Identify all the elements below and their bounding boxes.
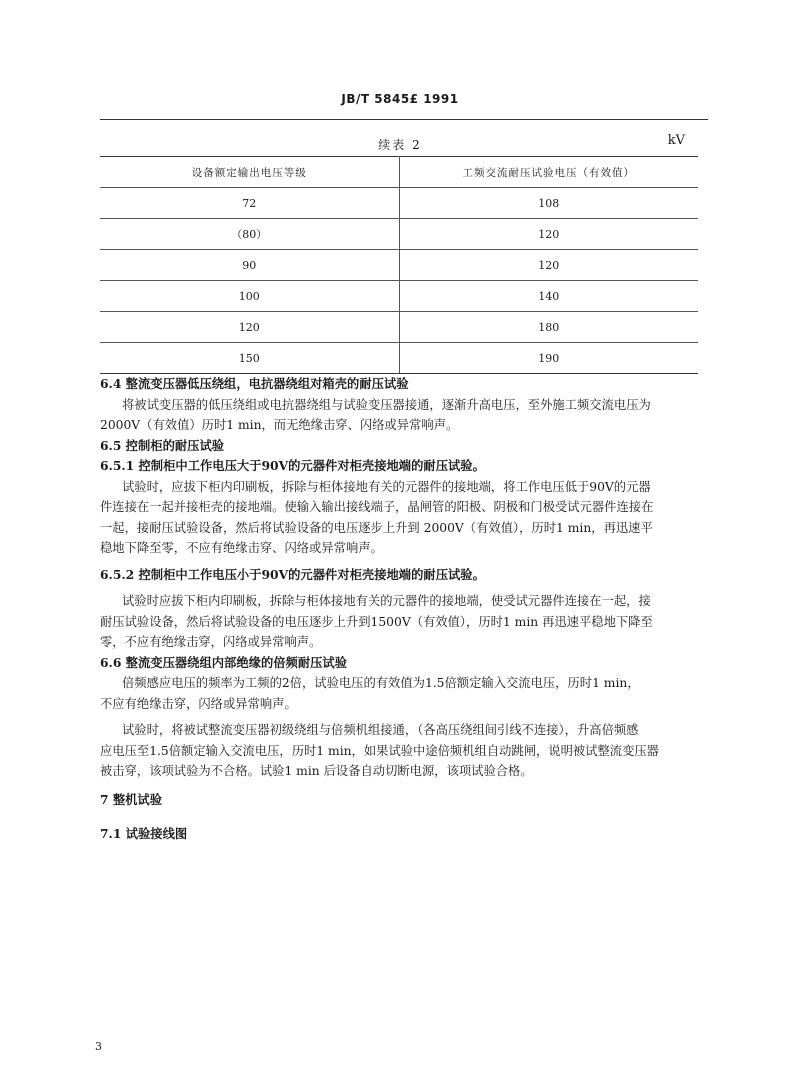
table-row bbox=[100, 188, 698, 219]
table-row bbox=[100, 281, 698, 312]
section-heading-6-6: 6.6 整流变压器绕组内部绝缘的倍频耐压试验 bbox=[100, 654, 348, 670]
table-cell: 120 bbox=[399, 219, 698, 250]
table-cell: 120 bbox=[100, 312, 399, 343]
table-cell: 120 bbox=[399, 250, 698, 281]
table-cell: （80） bbox=[100, 219, 399, 250]
table-cell: 140 bbox=[399, 281, 698, 312]
paragraph-line: 稳地下降至零，不应有绝缘击穿、闪络或异常响声。 bbox=[100, 541, 383, 555]
table-cell: 150 bbox=[100, 343, 399, 374]
paragraph-line: 零，不应有绝缘击穿，闪络或异常响声。 bbox=[100, 635, 322, 649]
paragraph-line: 倍频感应电压的频率为工频的2倍，试验电压的有效值为1.5倍额定输入交流电压，历时1 min， bbox=[122, 676, 640, 690]
section-heading-6-5-2: 6.5.2 控制柜中工作电压小于90V的元器件对柜壳接地端的耐压试验。 bbox=[100, 566, 485, 582]
table-row bbox=[100, 312, 698, 343]
paragraph-line: 2000V（有效值）历时1 min，而无绝缘击穿、闪络或异常响声。 bbox=[100, 418, 459, 432]
paragraph-line: 试验时，将被试整流变压器初级绕组与倍频机组接通，（各高压绕组间引线不连接），升高倍频感 bbox=[122, 723, 639, 737]
paragraph-line: 件连接在一起并接柜壳的接地端。使输入输出接线端子，晶闸管的阳极、阴极和门极受试元器件连接在 bbox=[100, 500, 654, 514]
column-header-test-voltage: 工频交流耐压试验电压（有效值） bbox=[399, 157, 698, 188]
table-caption: 续表 2 bbox=[378, 138, 422, 152]
table-cell: 100 bbox=[100, 281, 399, 312]
paragraph-line: 试验时，应拔下柜内印刷板，拆除与柜体接地有关的元器件的接地端，将工作电压低于90V的元器 bbox=[122, 479, 651, 494]
table-cell: 72 bbox=[100, 188, 399, 219]
table-cell: 180 bbox=[399, 312, 698, 343]
table-cell: 90 bbox=[100, 250, 399, 281]
table-header-row bbox=[100, 157, 698, 188]
table-row bbox=[100, 250, 698, 281]
section-heading-7-1: 7.1 试验接线图 bbox=[100, 826, 188, 841]
table-cell: 108 bbox=[399, 188, 698, 219]
paragraph-line: 耐压试验设备，然后将试验设备的电压逐步上升到1500V（有效值），历时1 min 再迅速平稳地下降至 bbox=[100, 614, 653, 629]
paragraph-line: 将被试变压器的低压绕组或电抗器绕组与试验变压器接通，逐渐升高电压，至外施工频交流电压为 bbox=[122, 397, 651, 412]
table-cell: 190 bbox=[399, 343, 698, 374]
table-row bbox=[100, 343, 698, 374]
paragraph-line: 不应有绝缘击穿，闪络或异常响声。 bbox=[100, 696, 297, 711]
paragraph-line: 试验时应拔下柜内印刷板，拆除与柜体接地有关的元器件的接地端，使受试元器件连接在一起，接 bbox=[122, 594, 651, 608]
header-rule bbox=[100, 119, 708, 120]
paragraph-line: 应电压至1.5倍额定输入交流电压，历时1 min，如果试验中途倍频机组自动跳闸，说明被试整流变压器 bbox=[100, 743, 659, 758]
page-number: 3 bbox=[95, 1040, 102, 1053]
voltage-table bbox=[100, 156, 698, 374]
section-heading-6-5-1: 6.5.1 控制柜中工作电压大于90V的元器件对柜壳接地端的耐压试验。 bbox=[100, 458, 485, 473]
standard-code-header: JB/T 5845£ 1991 bbox=[341, 92, 459, 106]
table-unit: kV bbox=[667, 133, 685, 148]
section-heading-7: 7 整机试验 bbox=[100, 791, 163, 807]
column-header-rated-voltage: 设备额定输出电压等级 bbox=[100, 157, 399, 188]
paragraph-line: 被击穿，该项试验为不合格。试验1 min 后设备自动切断电源，该项试验合格。 bbox=[100, 764, 533, 778]
paragraph-line: 一起，接耐压试验设备，然后将试验设备的电压逐步上升到 2000V（有效值），历时1 min，再迅速平 bbox=[100, 520, 653, 535]
section-heading-6-5: 6.5 控制柜的耐压试验 bbox=[100, 437, 225, 453]
table-row bbox=[100, 219, 698, 250]
section-heading-6-4: 6.4 整流变压器低压绕组，电抗器绕组对箱壳的耐压试验 bbox=[100, 376, 409, 391]
body-text bbox=[100, 374, 710, 845]
